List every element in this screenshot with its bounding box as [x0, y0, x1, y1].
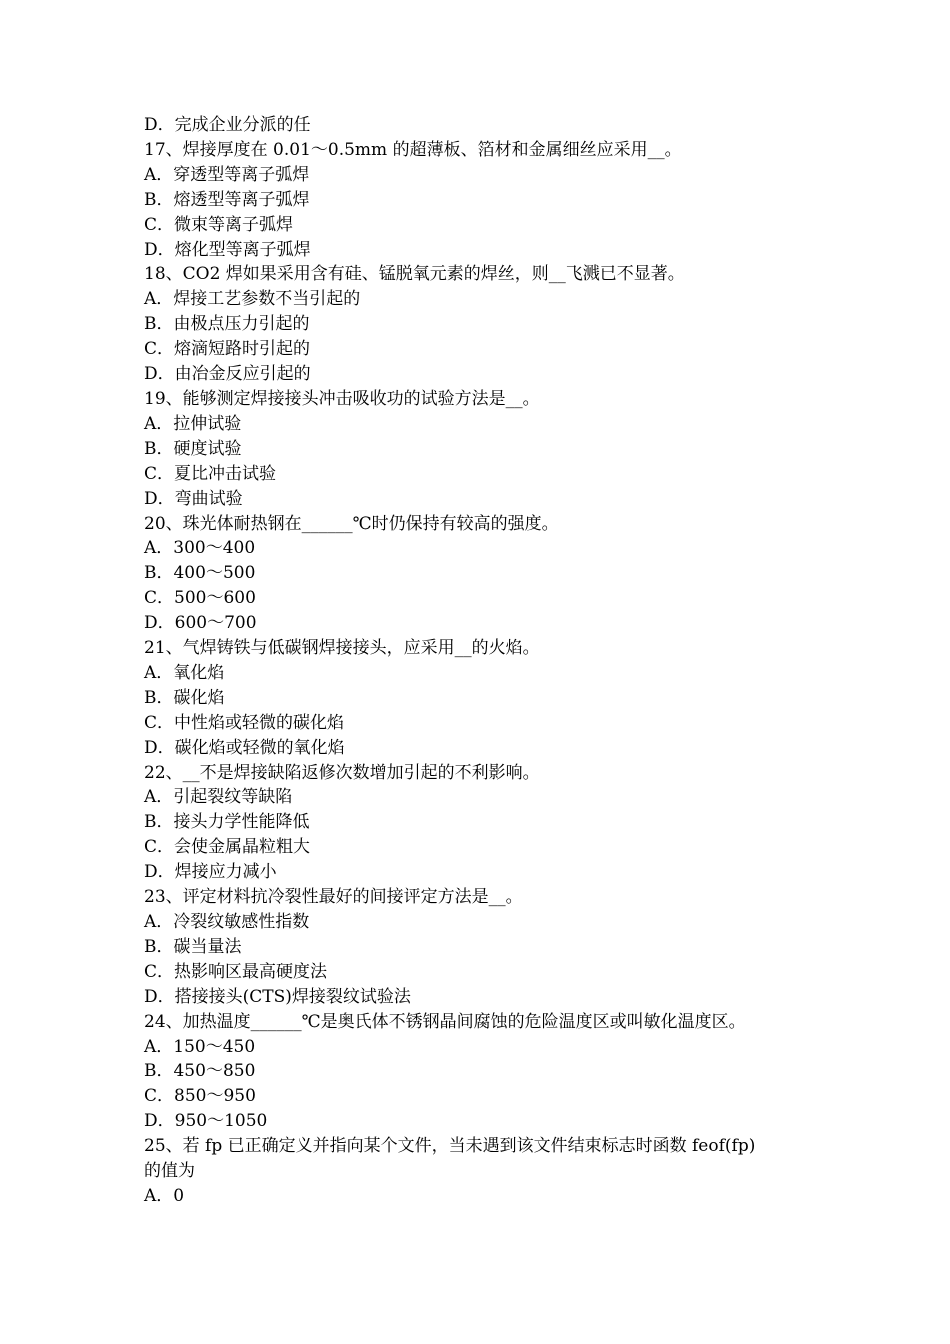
option-d-q16: D．完成企业分派的任: [144, 115, 311, 135]
option-a-q24: A．150～450: [144, 1036, 256, 1057]
question-25-continued: 的值为: [144, 1161, 195, 1182]
option-c-q24: C．850～950: [144, 1086, 256, 1107]
question-23: 23、评定材料抗冷裂性最好的间接评定方法是__。: [144, 887, 523, 908]
question-21: 21、气焊铸铁与低碳钢焊接接头，应采用__的火焰。: [144, 638, 540, 659]
option-c-q21: C．中性焰或轻微的碳化焰: [144, 712, 345, 733]
option-c-q20: C．500～600: [144, 588, 256, 609]
option-d-q20: D．600～700: [144, 613, 257, 634]
option-a-q19: A．拉伸试验: [144, 413, 242, 434]
option-c-q18: C．熔滴短路时引起的: [144, 339, 311, 360]
option-d-q24: D．950～1050: [144, 1111, 268, 1132]
question-18: 18、CO2 焊如果采用含有硅、锰脱氧元素的焊丝，则__飞溅已不显著。: [144, 264, 685, 285]
option-a-q25: A．0: [144, 1185, 185, 1206]
option-b-q23: B．碳当量法: [144, 936, 242, 957]
option-a-q21: A．氧化焰: [144, 662, 225, 683]
question-25: 25、若 fp 已正确定义并指向某个文件，当未遇到该文件结束标志时函数 feof(fp): [144, 1136, 756, 1157]
option-d-q17: D．熔化型等离子弧焊: [144, 239, 311, 260]
question-24: 24、加热温度______℃是奥氏体不锈钢晶间腐蚀的危险温度区或叫敏化温度区。: [144, 1011, 746, 1032]
option-d-q19: D．弯曲试验: [144, 488, 243, 509]
option-b-q19: B．硬度试验: [144, 438, 242, 459]
question-22: 22、__不是焊接缺陷返修次数增加引起的不利影响。: [144, 762, 540, 783]
option-b-q22: B．接头力学性能降低: [144, 812, 310, 833]
question-20: 20、珠光体耐热钢在______℃时仍保持有较高的强度。: [144, 513, 559, 534]
option-b-q18: B．由极点压力引起的: [144, 314, 310, 335]
option-c-q19: C．夏比冲击试验: [144, 463, 277, 484]
question-17: 17、焊接厚度在 0.01～0.5mm 的超薄板、箔材和金属细丝应采用__。: [144, 139, 682, 160]
option-c-q23: C．热影响区最高硬度法: [144, 961, 328, 982]
option-a-q23: A．冷裂纹敏感性指数: [144, 912, 310, 932]
document-body: [144, 113, 814, 1209]
option-a-q17: A．穿透型等离子弧焊: [144, 164, 310, 185]
option-a-q18: A．焊接工艺参数不当引起的: [144, 289, 361, 310]
option-b-q17: B．熔透型等离子弧焊: [144, 189, 310, 210]
option-a-q22: A．引起裂纹等缺陷: [144, 787, 293, 808]
option-d-q22: D．焊接应力减小: [144, 862, 277, 883]
option-a-q20: A．300～400: [144, 538, 256, 559]
option-b-q21: B．碳化焰: [144, 687, 225, 708]
option-b-q24: B．450～850: [144, 1061, 256, 1082]
option-c-q22: C．会使金属晶粒粗大: [144, 837, 311, 858]
option-b-q20: B．400～500: [144, 563, 256, 584]
question-19: 19、能够测定焊接接头冲击吸收功的试验方法是__。: [144, 388, 540, 409]
option-d-q18: D．由冶金反应引起的: [144, 364, 311, 385]
option-d-q23: D．搭接接头(CTS)焊接裂纹试验法: [144, 986, 411, 1007]
option-d-q21: D．碳化焰或轻微的氧化焰: [144, 737, 345, 758]
option-c-q17: C．微束等离子弧焊: [144, 214, 294, 235]
